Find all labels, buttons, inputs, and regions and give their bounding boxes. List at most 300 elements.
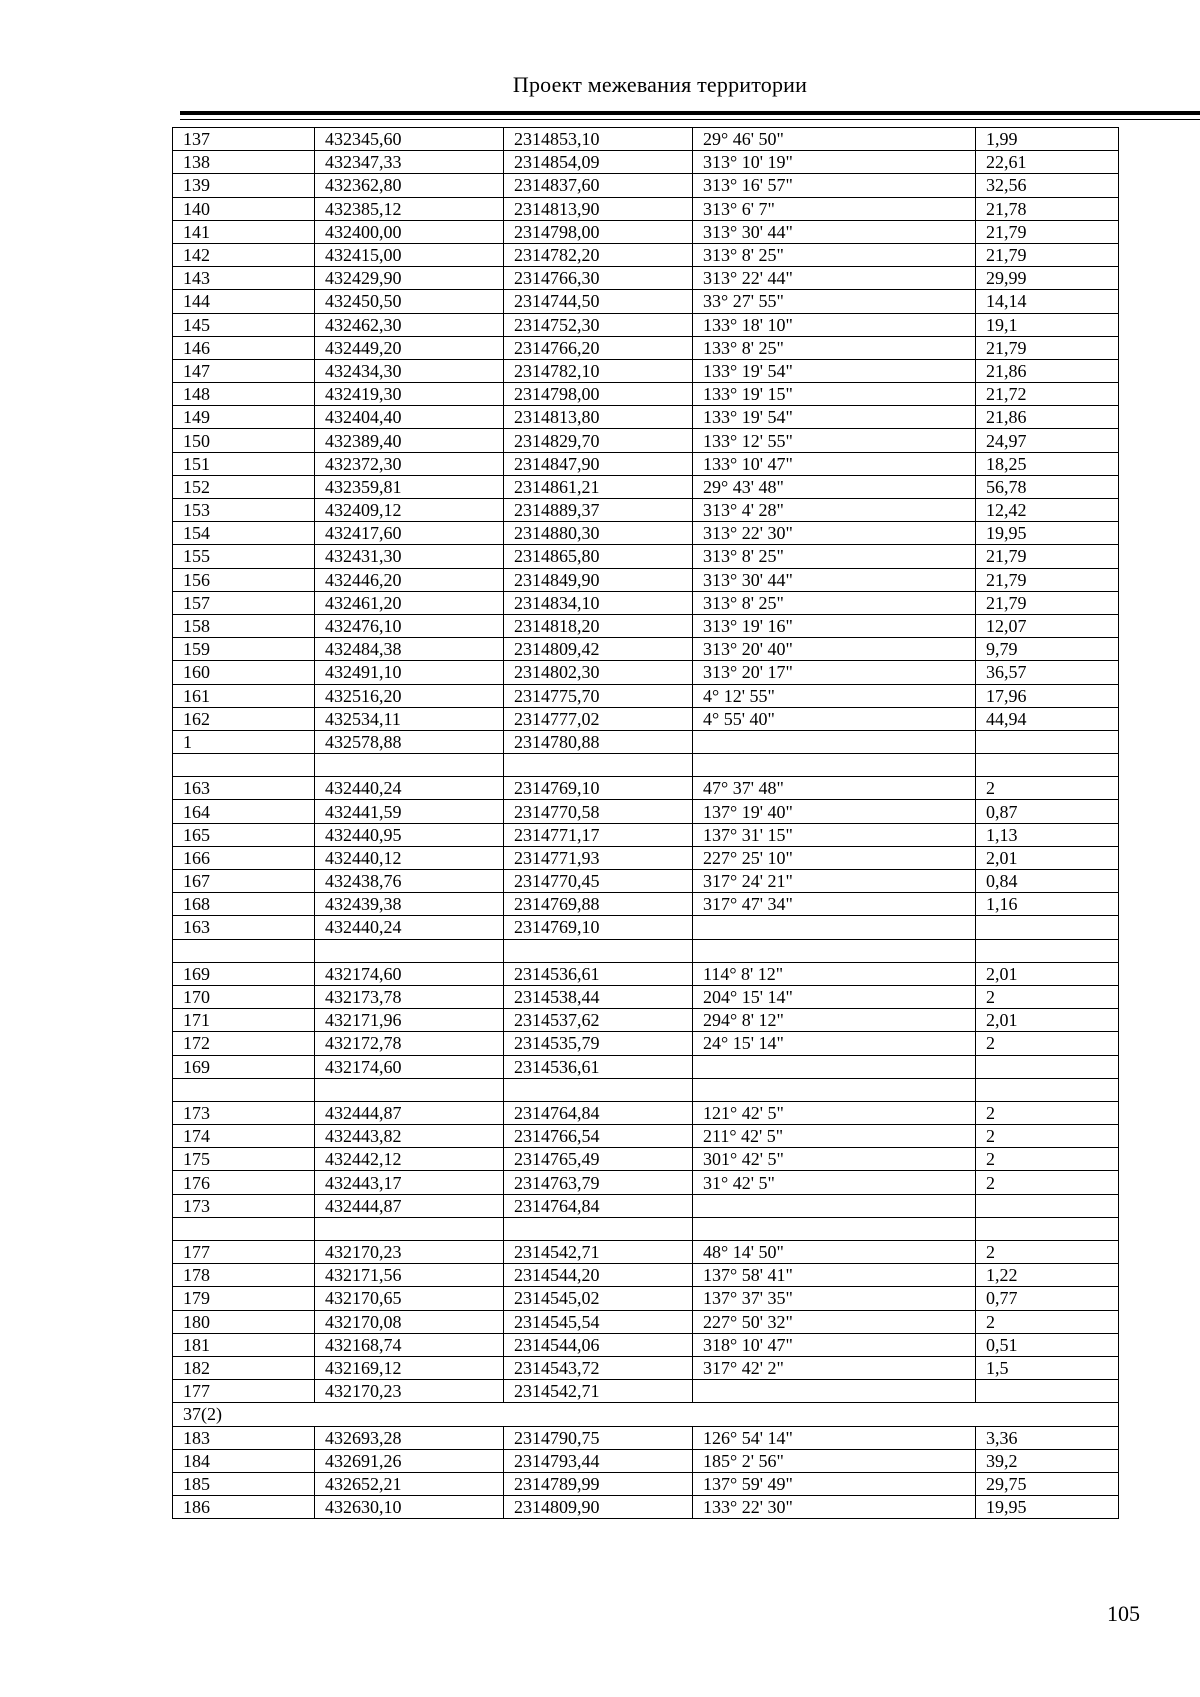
- bearing-cell: 24° 15' 14": [693, 1032, 976, 1055]
- bearing-cell: [693, 1055, 976, 1078]
- point-number-cell: 155: [173, 545, 315, 568]
- y-coordinate-cell: 2314770,58: [504, 800, 693, 823]
- x-coordinate-cell: 432168,74: [315, 1333, 504, 1356]
- table-row: [173, 1287, 1119, 1310]
- point-number-cell: 172: [173, 1032, 315, 1055]
- x-coordinate-cell: 432434,30: [315, 359, 504, 382]
- x-coordinate-cell: 432171,96: [315, 1009, 504, 1032]
- table-row: [173, 1217, 1119, 1240]
- x-coordinate-cell: 432440,24: [315, 777, 504, 800]
- bearing-cell: 133° 19' 15": [693, 383, 976, 406]
- y-coordinate-cell: 2314813,80: [504, 406, 693, 429]
- point-number-cell: 153: [173, 499, 315, 522]
- point-number-cell: 163: [173, 777, 315, 800]
- table-row: [173, 336, 1119, 359]
- table-row: [173, 1264, 1119, 1287]
- point-number-cell: 160: [173, 661, 315, 684]
- y-coordinate-cell: 2314847,90: [504, 452, 693, 475]
- distance-cell: 2: [976, 1171, 1119, 1194]
- x-coordinate-cell: 432345,60: [315, 128, 504, 151]
- x-coordinate-cell: 432400,00: [315, 220, 504, 243]
- bearing-cell: 313° 8' 25": [693, 243, 976, 266]
- x-coordinate-cell: 432440,24: [315, 916, 504, 939]
- distance-cell: 1,99: [976, 128, 1119, 151]
- point-number-cell: 163: [173, 916, 315, 939]
- table-row: [173, 359, 1119, 382]
- point-number-cell: 162: [173, 707, 315, 730]
- distance-cell: 32,56: [976, 174, 1119, 197]
- y-coordinate-cell: 2314769,88: [504, 893, 693, 916]
- x-coordinate-cell: 432443,82: [315, 1125, 504, 1148]
- point-number-cell: 158: [173, 614, 315, 637]
- bearing-cell: 133° 19' 54": [693, 406, 976, 429]
- x-coordinate-cell: 432652,21: [315, 1472, 504, 1495]
- bearing-cell: 133° 8' 25": [693, 336, 976, 359]
- distance-cell: [976, 916, 1119, 939]
- y-coordinate-cell: 2314829,70: [504, 429, 693, 452]
- table-row: [173, 1194, 1119, 1217]
- bearing-cell: 313° 6' 7": [693, 197, 976, 220]
- table-row: [173, 197, 1119, 220]
- y-coordinate-cell: 2314536,61: [504, 1055, 693, 1078]
- bearing-cell: 114° 8' 12": [693, 962, 976, 985]
- bearing-cell: 137° 31' 15": [693, 823, 976, 846]
- table-row: [173, 220, 1119, 243]
- y-coordinate-cell: 2314775,70: [504, 684, 693, 707]
- x-coordinate-cell: 432169,12: [315, 1356, 504, 1379]
- y-coordinate-cell: 2314543,72: [504, 1356, 693, 1379]
- distance-cell: 21,79: [976, 591, 1119, 614]
- table-row: [173, 730, 1119, 753]
- bearing-cell: 204° 15' 14": [693, 985, 976, 1008]
- x-coordinate-cell: 432404,40: [315, 406, 504, 429]
- y-coordinate-cell: 2314798,00: [504, 220, 693, 243]
- table-row: [173, 1055, 1119, 1078]
- bearing-cell: 185° 2' 56": [693, 1449, 976, 1472]
- distance-cell: 0,51: [976, 1333, 1119, 1356]
- y-coordinate-cell: 2314790,75: [504, 1426, 693, 1449]
- y-coordinate-cell: 2314766,30: [504, 267, 693, 290]
- distance-cell: 3,36: [976, 1426, 1119, 1449]
- distance-cell: 0,77: [976, 1287, 1119, 1310]
- table-row: [173, 1078, 1119, 1101]
- distance-cell: 19,95: [976, 1496, 1119, 1519]
- x-coordinate-cell: 432174,60: [315, 962, 504, 985]
- table-row: [173, 151, 1119, 174]
- distance-cell: [976, 939, 1119, 962]
- coordinates-table-body: [173, 128, 1119, 1519]
- x-coordinate-cell: 432442,12: [315, 1148, 504, 1171]
- x-coordinate-cell: 432389,40: [315, 429, 504, 452]
- bearing-cell: 29° 46' 50": [693, 128, 976, 151]
- bearing-cell: 317° 42' 2": [693, 1356, 976, 1379]
- x-coordinate-cell: 432170,65: [315, 1287, 504, 1310]
- point-number-cell: [173, 1078, 315, 1101]
- y-coordinate-cell: 2314782,20: [504, 243, 693, 266]
- point-number-cell: 140: [173, 197, 315, 220]
- y-coordinate-cell: 2314535,79: [504, 1032, 693, 1055]
- point-number-cell: [173, 939, 315, 962]
- distance-cell: 0,84: [976, 870, 1119, 893]
- bearing-cell: 133° 10' 47": [693, 452, 976, 475]
- bearing-cell: 137° 59' 49": [693, 1472, 976, 1495]
- point-number-cell: 186: [173, 1496, 315, 1519]
- x-coordinate-cell: [315, 1078, 504, 1101]
- bearing-cell: 313° 22' 44": [693, 267, 976, 290]
- table-row: [173, 754, 1119, 777]
- y-coordinate-cell: 2314809,42: [504, 638, 693, 661]
- table-row: [173, 1009, 1119, 1032]
- distance-cell: 21,79: [976, 243, 1119, 266]
- point-number-cell: 174: [173, 1125, 315, 1148]
- point-number-cell: 165: [173, 823, 315, 846]
- distance-cell: [976, 754, 1119, 777]
- y-coordinate-cell: 2314793,44: [504, 1449, 693, 1472]
- distance-cell: 14,14: [976, 290, 1119, 313]
- table-row: [173, 243, 1119, 266]
- x-coordinate-cell: 432444,87: [315, 1101, 504, 1124]
- point-number-cell: 150: [173, 429, 315, 452]
- point-number-cell: 171: [173, 1009, 315, 1032]
- bearing-cell: [693, 1217, 976, 1240]
- bearing-cell: 313° 19' 16": [693, 614, 976, 637]
- distance-cell: 2: [976, 1148, 1119, 1171]
- point-number-cell: 149: [173, 406, 315, 429]
- bearing-cell: 133° 18' 10": [693, 313, 976, 336]
- table-row: [173, 823, 1119, 846]
- table-row: [173, 1310, 1119, 1333]
- table-row: [173, 429, 1119, 452]
- x-coordinate-cell: 432174,60: [315, 1055, 504, 1078]
- y-coordinate-cell: 2314770,45: [504, 870, 693, 893]
- table-row: [173, 1241, 1119, 1264]
- bearing-cell: 133° 19' 54": [693, 359, 976, 382]
- table-row: [173, 962, 1119, 985]
- point-number-cell: 159: [173, 638, 315, 661]
- distance-cell: 9,79: [976, 638, 1119, 661]
- table-row: [173, 707, 1119, 730]
- point-number-cell: 173: [173, 1101, 315, 1124]
- table-row: [173, 1148, 1119, 1171]
- bearing-cell: 313° 30' 44": [693, 568, 976, 591]
- distance-cell: 19,95: [976, 522, 1119, 545]
- bearing-cell: 137° 58' 41": [693, 1264, 976, 1287]
- x-coordinate-cell: 432440,12: [315, 846, 504, 869]
- distance-cell: [976, 1078, 1119, 1101]
- point-number-cell: 147: [173, 359, 315, 382]
- x-coordinate-cell: 432450,50: [315, 290, 504, 313]
- bearing-cell: [693, 754, 976, 777]
- x-coordinate-cell: [315, 939, 504, 962]
- point-number-cell: 142: [173, 243, 315, 266]
- header-rule-thick: [180, 111, 1200, 115]
- bearing-cell: 133° 22' 30": [693, 1496, 976, 1519]
- point-number-cell: 169: [173, 1055, 315, 1078]
- bearing-cell: [693, 1194, 976, 1217]
- distance-cell: 12,42: [976, 499, 1119, 522]
- y-coordinate-cell: [504, 1078, 693, 1101]
- distance-cell: 12,07: [976, 614, 1119, 637]
- table-row: [173, 777, 1119, 800]
- distance-cell: 2: [976, 1241, 1119, 1264]
- table-row: [173, 916, 1119, 939]
- x-coordinate-cell: 432429,90: [315, 267, 504, 290]
- bearing-cell: 133° 12' 55": [693, 429, 976, 452]
- distance-cell: 21,86: [976, 359, 1119, 382]
- bearing-cell: 317° 47' 34": [693, 893, 976, 916]
- y-coordinate-cell: 2314889,37: [504, 499, 693, 522]
- y-coordinate-cell: 2314834,10: [504, 591, 693, 614]
- x-coordinate-cell: 432171,56: [315, 1264, 504, 1287]
- y-coordinate-cell: 2314537,62: [504, 1009, 693, 1032]
- y-coordinate-cell: 2314545,02: [504, 1287, 693, 1310]
- point-number-cell: 177: [173, 1380, 315, 1403]
- table-row: [173, 475, 1119, 498]
- distance-cell: 21,79: [976, 568, 1119, 591]
- table-row: [173, 846, 1119, 869]
- y-coordinate-cell: 2314798,00: [504, 383, 693, 406]
- bearing-cell: 137° 19' 40": [693, 800, 976, 823]
- y-coordinate-cell: 2314766,54: [504, 1125, 693, 1148]
- distance-cell: 44,94: [976, 707, 1119, 730]
- y-coordinate-cell: 2314771,17: [504, 823, 693, 846]
- table-row: [173, 614, 1119, 637]
- point-number-cell: 178: [173, 1264, 315, 1287]
- x-coordinate-cell: 432446,20: [315, 568, 504, 591]
- table-row: [173, 452, 1119, 475]
- x-coordinate-cell: 432172,78: [315, 1032, 504, 1055]
- distance-cell: [976, 1194, 1119, 1217]
- y-coordinate-cell: 2314752,30: [504, 313, 693, 336]
- point-number-cell: 177: [173, 1241, 315, 1264]
- x-coordinate-cell: 432359,81: [315, 475, 504, 498]
- y-coordinate-cell: 2314777,02: [504, 707, 693, 730]
- y-coordinate-cell: [504, 939, 693, 962]
- x-coordinate-cell: 432439,38: [315, 893, 504, 916]
- bearing-cell: 137° 37' 35": [693, 1287, 976, 1310]
- bearing-cell: 4° 55' 40": [693, 707, 976, 730]
- header-rule-thin: [180, 119, 1200, 120]
- bearing-cell: 121° 42' 5": [693, 1101, 976, 1124]
- table-row: [173, 383, 1119, 406]
- x-coordinate-cell: 432347,33: [315, 151, 504, 174]
- table-row: [173, 568, 1119, 591]
- table-row: [173, 870, 1119, 893]
- y-coordinate-cell: 2314853,10: [504, 128, 693, 151]
- bearing-cell: 294° 8' 12": [693, 1009, 976, 1032]
- table-row: [173, 313, 1119, 336]
- x-coordinate-cell: 432578,88: [315, 730, 504, 753]
- y-coordinate-cell: 2314538,44: [504, 985, 693, 1008]
- point-number-cell: 179: [173, 1287, 315, 1310]
- table-row: [173, 1125, 1119, 1148]
- bearing-cell: 313° 10' 19": [693, 151, 976, 174]
- bearing-cell: 313° 20' 17": [693, 661, 976, 684]
- x-coordinate-cell: 432173,78: [315, 985, 504, 1008]
- x-coordinate-cell: 432630,10: [315, 1496, 504, 1519]
- page-number: 105: [1107, 1601, 1140, 1626]
- x-coordinate-cell: 432417,60: [315, 522, 504, 545]
- point-number-cell: 176: [173, 1171, 315, 1194]
- y-coordinate-cell: 2314764,84: [504, 1194, 693, 1217]
- point-number-cell: 156: [173, 568, 315, 591]
- bearing-cell: 313° 16' 57": [693, 174, 976, 197]
- x-coordinate-cell: 432691,26: [315, 1449, 504, 1472]
- table-row: [173, 661, 1119, 684]
- bearing-cell: 227° 25' 10": [693, 846, 976, 869]
- point-number-cell: 143: [173, 267, 315, 290]
- point-number-cell: [173, 754, 315, 777]
- distance-cell: 2,01: [976, 962, 1119, 985]
- bearing-cell: [693, 730, 976, 753]
- point-number-cell: 185: [173, 1472, 315, 1495]
- distance-cell: [976, 1055, 1119, 1078]
- bearing-cell: 48° 14' 50": [693, 1241, 976, 1264]
- point-number-cell: 169: [173, 962, 315, 985]
- bearing-cell: 313° 4' 28": [693, 499, 976, 522]
- y-coordinate-cell: 2314809,90: [504, 1496, 693, 1519]
- x-coordinate-cell: 432461,20: [315, 591, 504, 614]
- bearing-cell: 126° 54' 14": [693, 1426, 976, 1449]
- point-number-cell: 144: [173, 290, 315, 313]
- point-number-cell: 181: [173, 1333, 315, 1356]
- distance-cell: 29,99: [976, 267, 1119, 290]
- x-coordinate-cell: 432170,08: [315, 1310, 504, 1333]
- y-coordinate-cell: 2314771,93: [504, 846, 693, 869]
- distance-cell: 1,13: [976, 823, 1119, 846]
- y-coordinate-cell: 2314780,88: [504, 730, 693, 753]
- x-coordinate-cell: 432440,95: [315, 823, 504, 846]
- x-coordinate-cell: 432534,11: [315, 707, 504, 730]
- x-coordinate-cell: 432491,10: [315, 661, 504, 684]
- point-number-cell: 141: [173, 220, 315, 243]
- point-number-cell: 145: [173, 313, 315, 336]
- bearing-cell: 227° 50' 32": [693, 1310, 976, 1333]
- bearing-cell: 301° 42' 5": [693, 1148, 976, 1171]
- point-number-cell: 161: [173, 684, 315, 707]
- bearing-cell: 4° 12' 55": [693, 684, 976, 707]
- y-coordinate-cell: [504, 1217, 693, 1240]
- table-row: [173, 267, 1119, 290]
- bearing-cell: 31° 42' 5": [693, 1171, 976, 1194]
- distance-cell: 21,86: [976, 406, 1119, 429]
- point-number-cell: 175: [173, 1148, 315, 1171]
- distance-cell: 21,79: [976, 220, 1119, 243]
- table-row: [173, 1403, 1119, 1426]
- bearing-cell: [693, 939, 976, 962]
- distance-cell: 29,75: [976, 1472, 1119, 1495]
- point-number-cell: 164: [173, 800, 315, 823]
- y-coordinate-cell: 2314813,90: [504, 197, 693, 220]
- distance-cell: 2,01: [976, 1009, 1119, 1032]
- distance-cell: 0,87: [976, 800, 1119, 823]
- table-row: [173, 985, 1119, 1008]
- table-row: [173, 800, 1119, 823]
- point-number-cell: 166: [173, 846, 315, 869]
- point-number-cell: 151: [173, 452, 315, 475]
- y-coordinate-cell: 2314854,09: [504, 151, 693, 174]
- distance-cell: 2: [976, 1310, 1119, 1333]
- x-coordinate-cell: 432438,76: [315, 870, 504, 893]
- y-coordinate-cell: 2314802,30: [504, 661, 693, 684]
- table-row: [173, 1380, 1119, 1403]
- table-row: [173, 1333, 1119, 1356]
- bearing-cell: 313° 8' 25": [693, 591, 976, 614]
- y-coordinate-cell: 2314861,21: [504, 475, 693, 498]
- y-coordinate-cell: 2314542,71: [504, 1380, 693, 1403]
- distance-cell: 24,97: [976, 429, 1119, 452]
- y-coordinate-cell: 2314769,10: [504, 916, 693, 939]
- point-number-cell: 170: [173, 985, 315, 1008]
- x-coordinate-cell: 432385,12: [315, 197, 504, 220]
- y-coordinate-cell: 2314789,99: [504, 1472, 693, 1495]
- x-coordinate-cell: 432372,30: [315, 452, 504, 475]
- table-row: [173, 939, 1119, 962]
- table-row: [173, 1171, 1119, 1194]
- x-coordinate-cell: 432516,20: [315, 684, 504, 707]
- table-row: [173, 1472, 1119, 1495]
- table-row: [173, 1426, 1119, 1449]
- x-coordinate-cell: [315, 1217, 504, 1240]
- y-coordinate-cell: 2314764,84: [504, 1101, 693, 1124]
- table-row: [173, 591, 1119, 614]
- table-row: [173, 1496, 1119, 1519]
- distance-cell: [976, 1380, 1119, 1403]
- table-row: [173, 128, 1119, 151]
- distance-cell: 39,2: [976, 1449, 1119, 1472]
- distance-cell: 1,5: [976, 1356, 1119, 1379]
- table-row: [173, 684, 1119, 707]
- y-coordinate-cell: 2314765,49: [504, 1148, 693, 1171]
- point-number-cell: 173: [173, 1194, 315, 1217]
- distance-cell: 36,57: [976, 661, 1119, 684]
- table-row: [173, 1101, 1119, 1124]
- table-row: [173, 545, 1119, 568]
- y-coordinate-cell: 2314536,61: [504, 962, 693, 985]
- x-coordinate-cell: 432431,30: [315, 545, 504, 568]
- y-coordinate-cell: 2314763,79: [504, 1171, 693, 1194]
- bearing-cell: 313° 30' 44": [693, 220, 976, 243]
- x-coordinate-cell: 432362,80: [315, 174, 504, 197]
- distance-cell: 21,79: [976, 336, 1119, 359]
- table-row: [173, 638, 1119, 661]
- distance-cell: 2: [976, 1032, 1119, 1055]
- distance-cell: 1,16: [976, 893, 1119, 916]
- y-coordinate-cell: [504, 754, 693, 777]
- y-coordinate-cell: 2314769,10: [504, 777, 693, 800]
- point-number-cell: 152: [173, 475, 315, 498]
- bearing-cell: [693, 916, 976, 939]
- point-number-cell: 184: [173, 1449, 315, 1472]
- y-coordinate-cell: 2314744,50: [504, 290, 693, 313]
- point-number-cell: 139: [173, 174, 315, 197]
- bearing-cell: 313° 22' 30": [693, 522, 976, 545]
- point-number-cell: [173, 1217, 315, 1240]
- point-number-cell: 138: [173, 151, 315, 174]
- table-row: [173, 893, 1119, 916]
- distance-cell: 2: [976, 1125, 1119, 1148]
- point-number-cell: 183: [173, 1426, 315, 1449]
- x-coordinate-cell: 432443,17: [315, 1171, 504, 1194]
- point-number-cell: 1: [173, 730, 315, 753]
- y-coordinate-cell: 2314837,60: [504, 174, 693, 197]
- bearing-cell: 318° 10' 47": [693, 1333, 976, 1356]
- bearing-cell: [693, 1078, 976, 1101]
- x-coordinate-cell: 432449,20: [315, 336, 504, 359]
- y-coordinate-cell: 2314542,71: [504, 1241, 693, 1264]
- bearing-cell: 211° 42' 5": [693, 1125, 976, 1148]
- x-coordinate-cell: 432170,23: [315, 1380, 504, 1403]
